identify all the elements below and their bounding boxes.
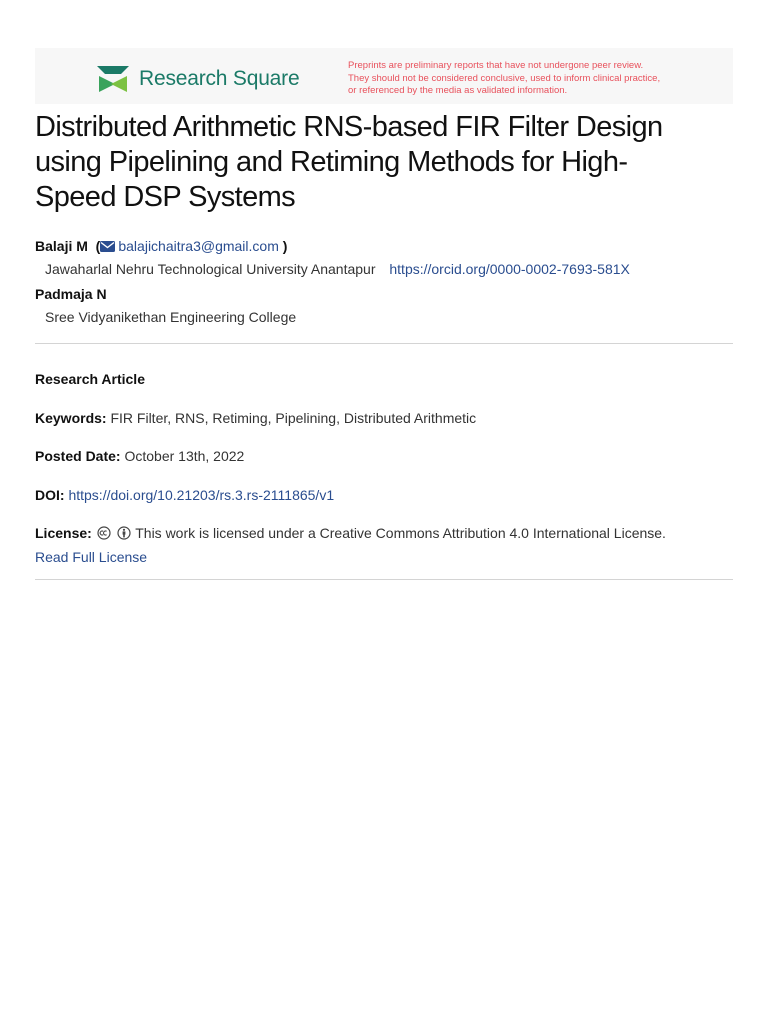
doi-row [35, 487, 334, 503]
keywords-label: Keywords: [35, 410, 107, 426]
author-2 [35, 286, 107, 302]
paper-title [35, 110, 735, 215]
research-square-logo-icon [95, 64, 131, 94]
affiliation-text: Jawaharlal Nehru Technological University Anantapur [45, 261, 376, 277]
divider [35, 579, 733, 580]
notice-line: They should not be considered conclusive, used to inform clinical practice, [348, 72, 661, 84]
title-line: Distributed Arithmetic RNS-based FIR Filter Design [35, 111, 663, 143]
preprint-banner [35, 48, 733, 104]
article-type-label: Research Article [35, 371, 145, 387]
divider [35, 343, 733, 344]
author-1-affiliation [45, 261, 630, 277]
posted-date-value: October 13th, 2022 [124, 448, 245, 464]
author-2-affiliation [45, 309, 296, 325]
attribution-icon [117, 526, 131, 540]
license-row [35, 525, 666, 541]
title-line: Speed DSP Systems [35, 181, 296, 213]
author-name: Padmaja N [35, 286, 107, 302]
keywords-value: FIR Filter, RNS, Retiming, Pipelining, Distributed Arithmetic [110, 410, 477, 426]
read-full-license-link[interactable]: Read Full License [35, 549, 148, 565]
posted-date-label: Posted Date: [35, 448, 121, 464]
author-name: Balaji M [35, 238, 88, 254]
affiliation-text: Sree Vidyanikethan Engineering College [45, 309, 297, 325]
license-text: This work is licensed under a Creative Commons Attribution 4.0 International License. [135, 525, 666, 541]
orcid-link[interactable]: https://orcid.org/0000-0002-7693-581X [389, 261, 630, 277]
notice-line: Preprints are preliminary reports that have not undergone peer review. [348, 60, 644, 71]
author-email-link[interactable]: balajichaitra3@gmail.com [118, 238, 279, 254]
creative-commons-icon [97, 526, 111, 540]
license-label: License: [35, 525, 92, 541]
notice-line: or referenced by the media as validated information. [348, 85, 568, 97]
keywords-row [35, 410, 476, 426]
license-link-row [35, 549, 147, 565]
logo-text: Research Square [139, 67, 300, 90]
author-email-group: ( balajichaitra3@gmail.com ) [91, 238, 288, 254]
research-square-logo[interactable] [95, 64, 299, 94]
author-1 [35, 238, 287, 254]
posted-date-row [35, 448, 244, 464]
doi-link[interactable]: https://doi.org/10.21203/rs.3.rs-2111865/v1 [68, 487, 335, 503]
doi-label: DOI: [35, 487, 65, 503]
title-line: using Pipelining and Retiming Methods for High- [35, 146, 628, 178]
preprint-notice [348, 60, 728, 98]
article-type [35, 371, 145, 387]
envelope-icon [100, 241, 115, 252]
